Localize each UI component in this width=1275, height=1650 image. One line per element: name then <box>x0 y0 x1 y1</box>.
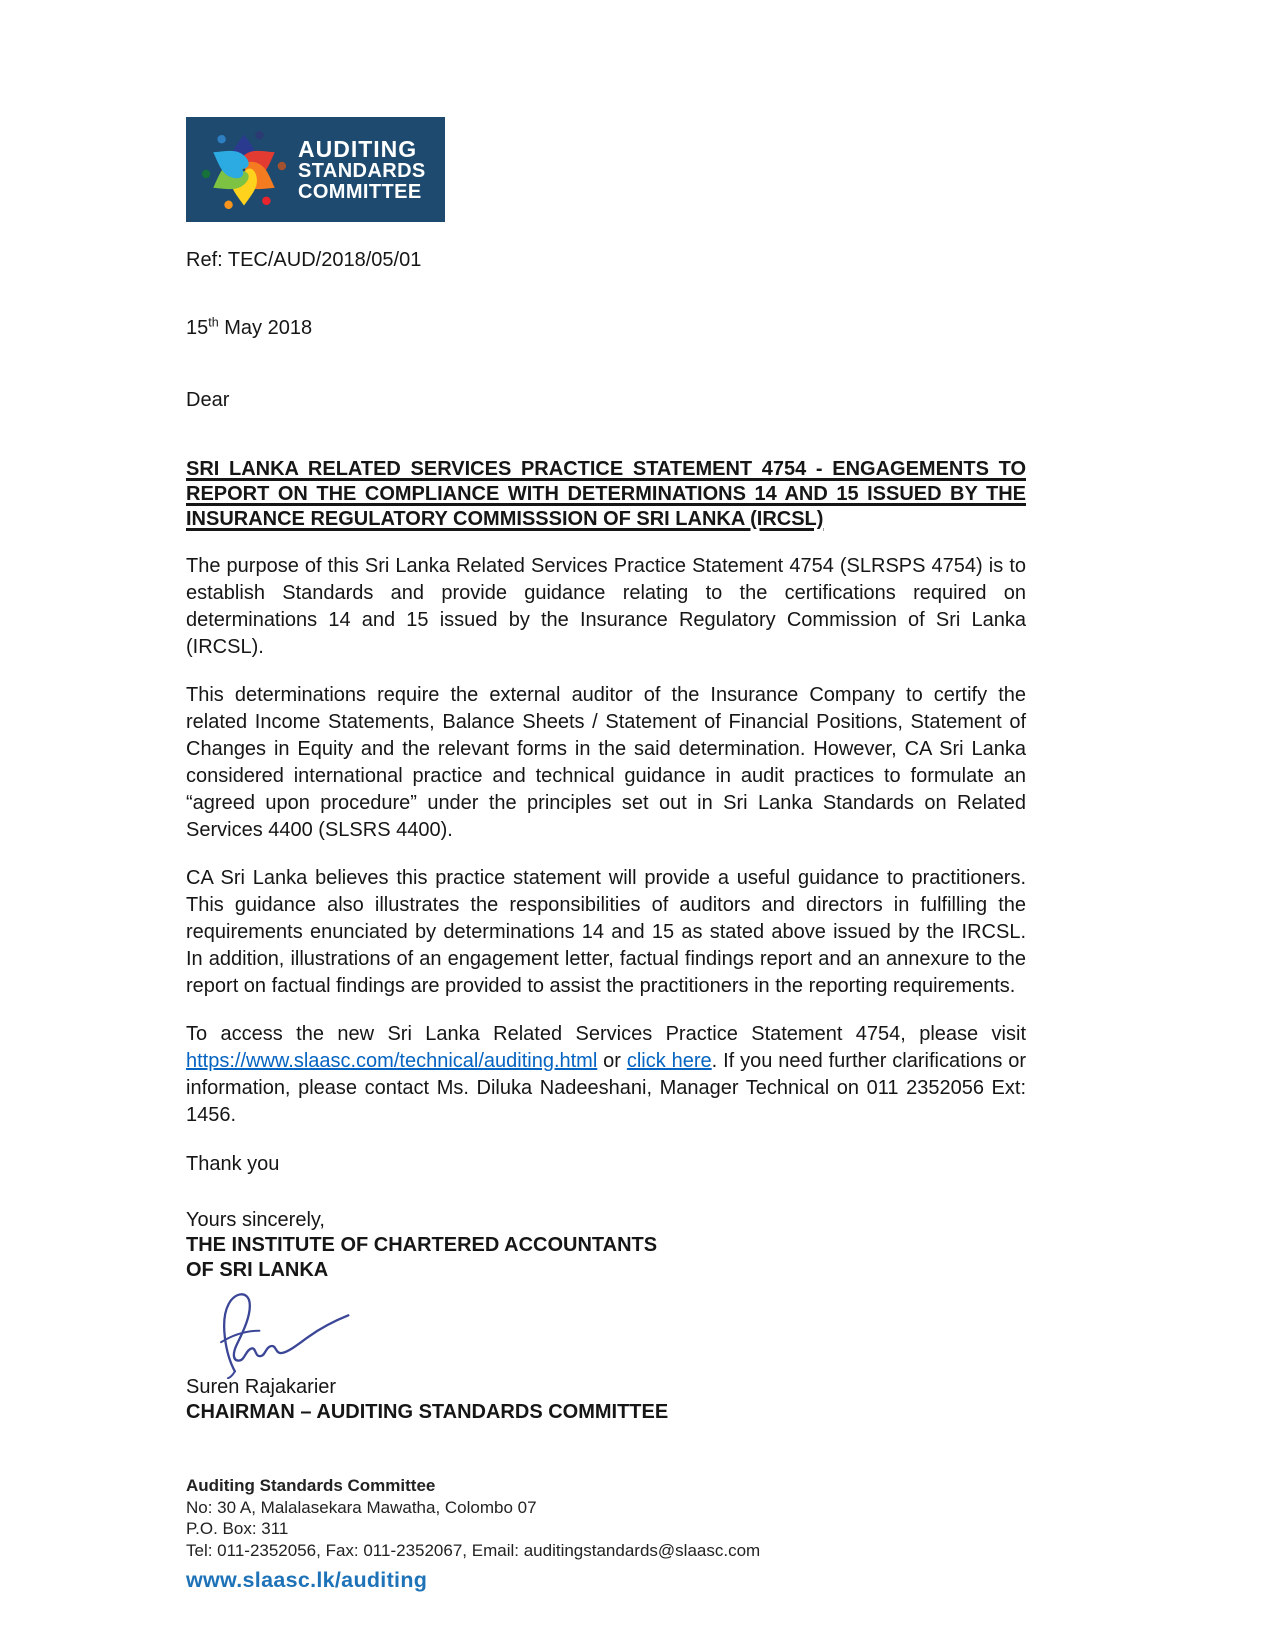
handwritten-signature-icon <box>192 1287 382 1379</box>
logo-word-auditing: AUDITING <box>298 135 418 162</box>
auditing-url-link[interactable]: https://www.slaasc.com/technical/auditing.html <box>186 1050 598 1072</box>
footer-org-name: Auditing Standards Committee <box>186 1476 436 1495</box>
letter-footer <box>186 1475 1026 1592</box>
people-star-icon <box>200 126 288 214</box>
paragraph-purpose: The purpose of this Sri Lanka Related Services Practice Statement 4754 (SLRSPS 4754) is to establish Standards and provide guidance relating to the certifications required on determinations 14 and 15 issued by the Insurance Regulatory Commission of Sri Lanka (IRCSL). <box>186 555 1026 658</box>
subject-heading: SRI LANKA RELATED SERVICES PRACTICE STATEMENT 4754 - ENGAGEMENTS TO REPORT ON THE COMPLIANCE WITH DETERMINATIONS 14 AND 15 ISSUED BY THE INSURANCE REGULATORY COMMISSSION OF SRI LANKA (IRCSL) <box>186 458 1026 530</box>
logo-text <box>298 137 426 203</box>
signer-name: Suren Rajakarier <box>186 1376 337 1398</box>
institute-name-line2: OF SRI LANKA <box>186 1259 329 1281</box>
access-text-after: . If you need further clarifications or information, please contact Ms. Diluka Nadeeshani, Manager Technical on 011 2352056 Ext: 1456. <box>186 1050 1027 1126</box>
logo-word-standards: STANDARDS <box>298 159 426 182</box>
institute-name-line1: THE INSTITUTE OF CHARTERED ACCOUNTANTS <box>186 1234 658 1256</box>
paragraph-access <box>186 1021 1026 1129</box>
access-text-middle: or <box>597 1050 627 1072</box>
letter-content <box>186 117 1026 1592</box>
date-day: 15 <box>186 317 209 339</box>
logo-word-committee: COMMITTEE <box>298 180 422 203</box>
footer-website-link[interactable]: www.slaasc.lk/auditing <box>186 1568 428 1592</box>
reference-number: Ref: TEC/AUD/2018/05/01 <box>186 249 422 271</box>
closing-block <box>186 1208 1026 1283</box>
footer-po-box: P.O. Box: 311 <box>186 1519 289 1538</box>
paragraph-determinations: This determinations require the external auditor of the Insurance Company to certify the related Income Statements, Balance Sheets / Statement of Financial Positions, Statement of Changes in Equity and the relevant forms in the said determination. However, CA Sri Lanka considered international practice and technical guidance in audit practices to formulate an “agreed upon procedure” under the principles set out in Sri Lanka Standards on Related Services 4400 (SLSRS 4400). <box>186 684 1026 841</box>
date-ordinal-suffix: th <box>208 315 219 330</box>
thank-you-line: Thank you <box>186 1153 280 1175</box>
signature-area <box>192 1287 1026 1373</box>
click-here-link[interactable]: click here <box>626 1050 712 1072</box>
auditing-standards-committee-logo <box>186 117 445 222</box>
access-text-before: To access the new Sri Lanka Related Services Practice Statement 4754, please visit <box>186 1023 1026 1045</box>
salutation: Dear <box>186 389 230 411</box>
footer-contact: Tel: 011-2352056, Fax: 011-2352067, Email: auditingstandards@slaasc.com <box>186 1540 761 1560</box>
yours-sincerely: Yours sincerely, <box>186 1209 325 1231</box>
footer-address: No: 30 A, Malalasekara Mawatha, Colombo 07 <box>186 1497 537 1517</box>
date-rest: May 2018 <box>218 317 313 339</box>
paragraph-guidance: CA Sri Lanka believes this practice statement will provide a useful guidance to practitioners. This guidance also illustrates the responsibilities of auditors and directors in fulfilling the requirements enunciated by determinations 14 and 15 as stated above issued by the IRCSL. In addition, illustrations of an engagement letter, factual findings report and an annexure to the report on factual findings are provided to assist the practitioners in the reporting requirements. <box>186 867 1026 997</box>
letter-date <box>186 317 1026 340</box>
signer-title: CHAIRMAN – AUDITING STANDARDS COMMITTEE <box>186 1401 669 1423</box>
